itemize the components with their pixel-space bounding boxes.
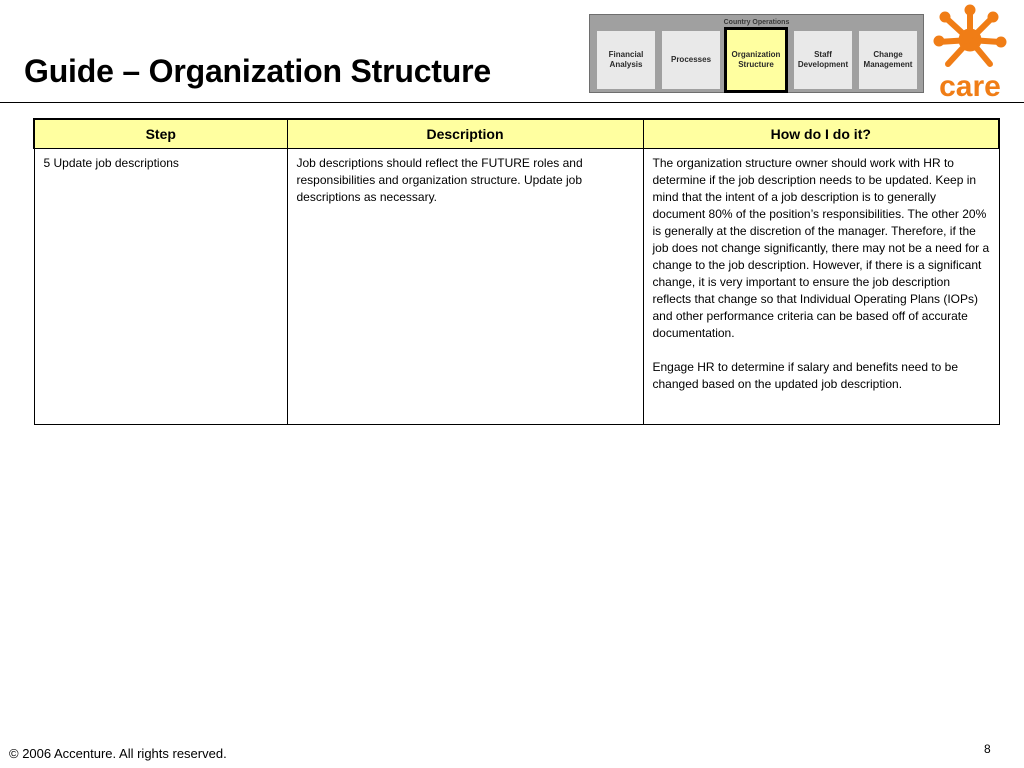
how-paragraph: Engage HR to determine if salary and benefits need to be changed based on the updated job description. — [652, 360, 959, 391]
nav-tab-staff-development[interactable] — [794, 31, 852, 89]
step-cell: 5 Update job descriptions — [34, 149, 287, 425]
nav-tab-label: Change Management — [863, 50, 913, 69]
page-title: Guide – Organization Structure — [24, 53, 491, 89]
table-header-row — [34, 119, 999, 149]
care-logo — [926, 4, 1016, 100]
title-divider — [0, 102, 1024, 103]
column-header-description: Description — [287, 119, 643, 149]
how-cell — [643, 149, 999, 425]
nav-tab-organization-structure[interactable] — [724, 27, 788, 93]
description-cell: Job descriptions should reflect the FUTURE roles and responsibilities and organization structure. Update job descriptions as necessary. — [287, 149, 643, 425]
nav-tab-label: Staff Development — [797, 50, 849, 69]
copyright-notice: © 2006 Accenture. All rights reserved. — [9, 746, 227, 761]
column-header-step: Step — [34, 119, 287, 149]
nav-tab-change-management[interactable] — [859, 31, 917, 89]
nav-diagram — [589, 14, 924, 93]
nav-tab-label: Processes — [670, 55, 712, 64]
nav-tab-label: Financial Analysis — [608, 50, 644, 69]
nav-tab-financial-analysis[interactable] — [597, 31, 655, 89]
page-number: 8 — [984, 742, 991, 756]
column-header-how: How do I do it? — [643, 119, 999, 149]
nav-tab-processes[interactable] — [662, 31, 720, 89]
nav-header: Country Operations — [723, 19, 790, 26]
how-paragraph: The organization structure owner should work with HR to determine if the job description needs to be updated. Keep in mind that the intent of a job description is to generally document 80% of the position’s responsibilities. The other 20% is generally at the discretion of the manager. Therefore, if the job does not change significantly, there may not be a need for a change to the job description. However, if there is a significant change, it is very important to ensure the job description reflects that change so that Individual Operating Plans (IOPs) and other performance criteria can be based off of accurate documentation. — [652, 156, 990, 340]
care-logo-text: care — [939, 70, 1001, 100]
guide-table — [33, 118, 1000, 425]
table-row — [34, 149, 999, 425]
care-emblem-icon — [934, 5, 1006, 64]
nav-tab-label: Organization Structure — [731, 50, 781, 69]
